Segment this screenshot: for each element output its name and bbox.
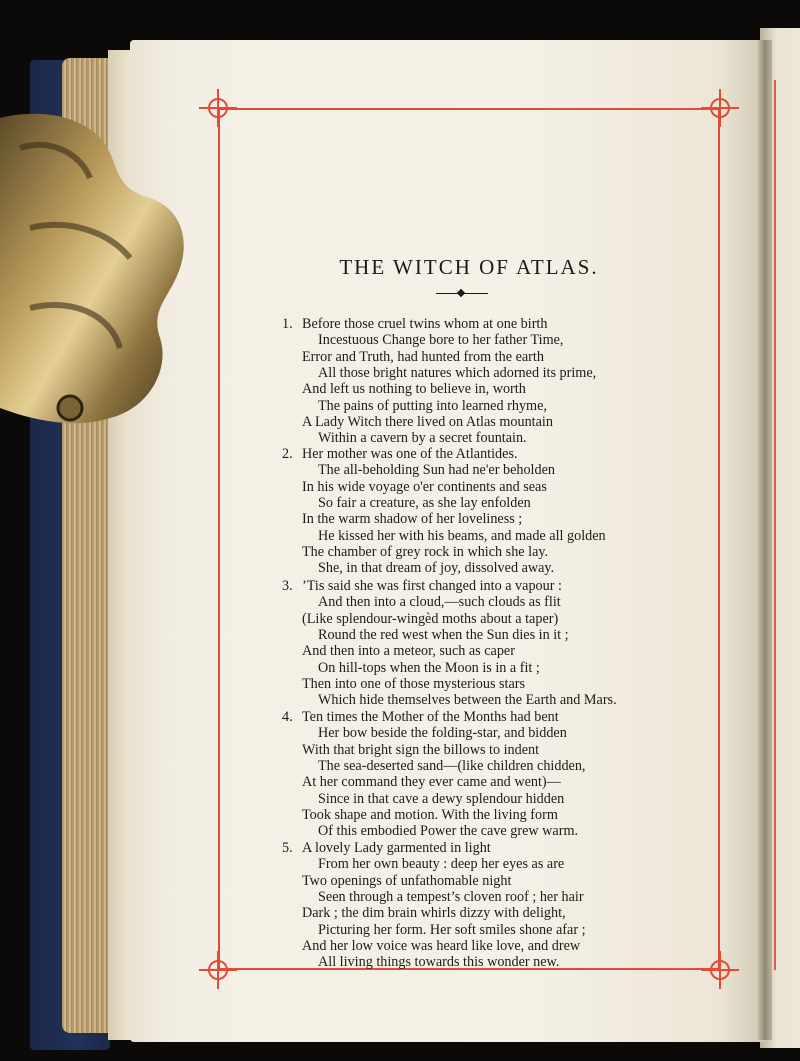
poem-title: THE WITCH OF ATLAS.	[339, 255, 599, 279]
stanza-number: 4.	[282, 709, 293, 725]
page-gutter	[758, 40, 772, 1040]
poem-line: The chamber of grey rock in which she lay.	[302, 544, 549, 561]
brass-clamp-icon	[0, 108, 190, 438]
poem-line: All living things towards this wonder new.	[318, 954, 560, 971]
stanza	[282, 446, 702, 577]
poem-line-text: ’Tis said she was first changed into a vapour :	[302, 578, 562, 594]
poem-line: At her command they ever came and went)—	[302, 774, 561, 791]
poem-line	[282, 709, 702, 725]
poem-line: Dark ; the dim brain whirls dizzy with delight,	[302, 905, 566, 922]
poem-line: From her own beauty : deep her eyes as are	[318, 856, 565, 873]
poem-line: Two openings of unfathomable night	[302, 872, 512, 889]
facing-page-border	[774, 80, 776, 970]
poem-line-text: Ten times the Mother of the Months had bent	[302, 709, 559, 725]
poem-line: A Lady Witch there lived on Atlas mountain	[302, 414, 553, 431]
corner-ornament-icon	[701, 89, 739, 127]
poem-line: Within a cavern by a secret fountain.	[318, 430, 527, 447]
poem-line: So fair a creature, as she lay enfolden	[318, 495, 531, 512]
poem-line: Then into one of those mysterious stars	[302, 676, 526, 693]
poem-line: In his wide voyage o'er continents and seas	[302, 478, 547, 495]
poem-line: Her bow beside the folding-star, and bidden	[318, 725, 567, 742]
poem-line-text: A lovely Lady garmented in light	[302, 840, 491, 856]
poem-line: She, in that dream of joy, dissolved away.	[318, 560, 555, 577]
poem-line: All those bright natures which adorned its prime,	[318, 365, 597, 382]
stanza-number: 3.	[282, 578, 293, 594]
poem-line: He kissed her with his beams, and made all golden	[318, 527, 606, 544]
poem-line: Which hide themselves between the Earth and Mars.	[318, 692, 617, 709]
poem-line: Seen through a tempest’s cloven roof ; her hair	[318, 889, 584, 906]
poem-line: (Like splendour-wingèd moths about a taper)	[302, 610, 559, 627]
poem-line	[282, 316, 702, 332]
poem-line: On hill-tops when the Moon is in a fit ;	[318, 659, 540, 676]
poem-line	[282, 840, 702, 856]
poem-line-text: Before those cruel twins whom at one birth	[302, 316, 548, 332]
stanza	[282, 578, 702, 709]
poem-line: With that bright sign the billows to indent	[302, 741, 540, 758]
stanza-number: 1.	[282, 316, 293, 332]
poem-line: And then into a cloud,—such clouds as flit	[318, 594, 561, 611]
poem-line	[282, 446, 702, 462]
poem-line: Round the red west when the Sun dies in it ;	[318, 627, 569, 644]
poem-line: Error and Truth, had hunted from the earth	[302, 348, 544, 365]
poem-line: The pains of putting into learned rhyme,	[318, 397, 547, 414]
corner-ornament-icon	[199, 89, 237, 127]
stanza	[282, 316, 702, 447]
poem-line: And her low voice was heard like love, and drew	[302, 938, 581, 955]
poem-line: Took shape and motion. With the living form	[302, 807, 558, 824]
stanza-number: 2.	[282, 446, 293, 462]
poem-line: Since in that cave a dewy splendour hidden	[318, 790, 565, 807]
poem-line: Of this embodied Power the cave grew warm.	[318, 823, 579, 840]
stanza	[282, 709, 702, 840]
poem-line: Incestuous Change bore to her father Time,	[318, 332, 564, 349]
poem-line	[282, 578, 702, 594]
stanza-number: 5.	[282, 840, 293, 856]
poem-line: And left us nothing to believe in, worth	[302, 381, 526, 398]
poem-line: In the warm shadow of her loveliness ;	[302, 511, 523, 528]
poem-line-text: Her mother was one of the Atlantides.	[302, 446, 518, 462]
stanza	[282, 840, 702, 971]
corner-ornament-icon	[701, 951, 739, 989]
poem-line: The sea-deserted sand—(like children chidden,	[318, 758, 586, 775]
poem-line: Picturing her form. Her soft smiles shone afar ;	[318, 921, 586, 938]
poem-line: The all-beholding Sun had ne'er beholden	[318, 462, 555, 479]
poem-line: And then into a meteor, such as caper	[302, 643, 515, 660]
corner-ornament-icon	[199, 951, 237, 989]
